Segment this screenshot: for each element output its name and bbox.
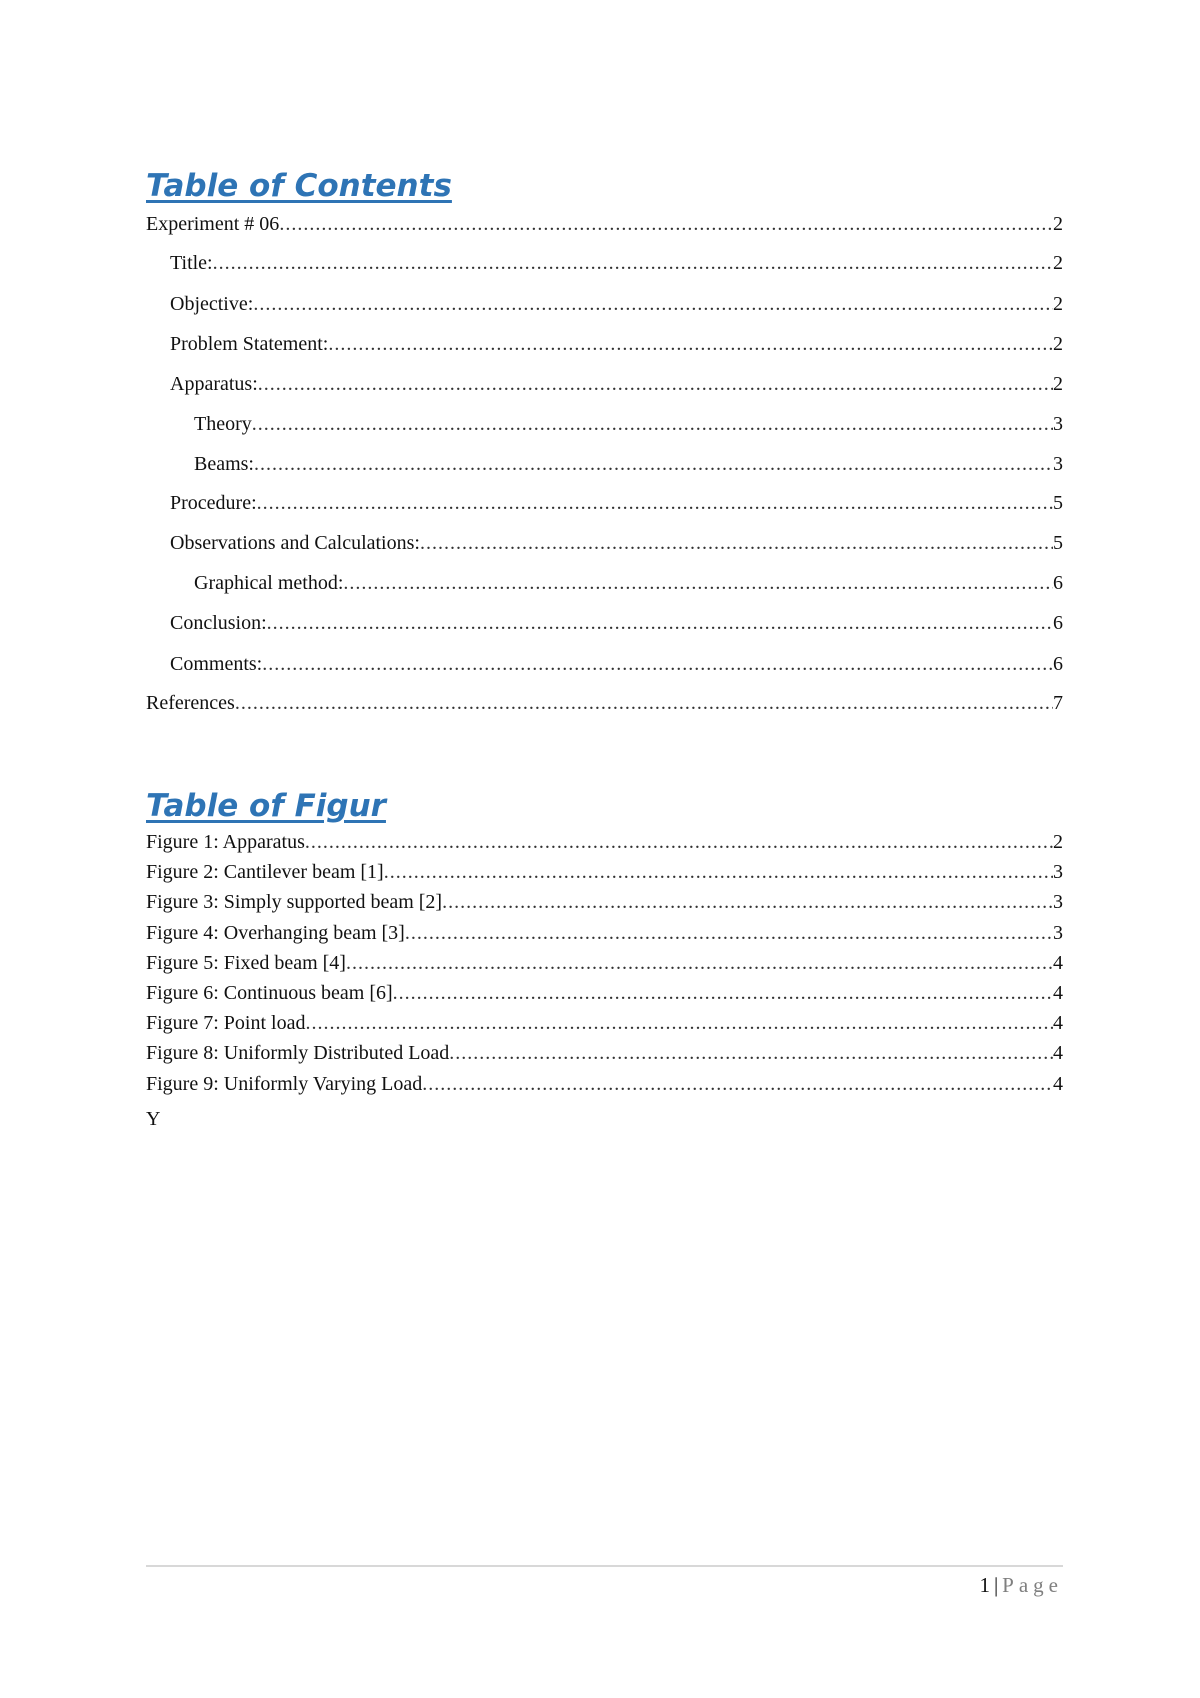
tof-entry[interactable] <box>146 981 1063 1005</box>
dot-leader <box>262 652 1053 676</box>
dot-leader <box>384 860 1053 884</box>
dot-leader <box>252 412 1053 436</box>
entry-label: Problem Statement: <box>170 333 329 355</box>
entry-label: Figure 4: Overhanging beam [3] <box>146 921 405 944</box>
entry-label: Procedure: <box>170 492 257 514</box>
entry-page: 5 <box>1053 532 1063 554</box>
toc-entry[interactable] <box>170 292 1063 316</box>
entry-label: Experiment # 06 <box>146 213 280 235</box>
dot-leader <box>328 332 1053 356</box>
entry-page: 2 <box>1053 293 1063 315</box>
dot-leader <box>442 890 1053 914</box>
entry-label: Figure 8: Uniformly Distributed Load <box>146 1042 450 1065</box>
entry-page: 2 <box>1053 831 1063 853</box>
dot-leader <box>305 830 1053 854</box>
entry-label: Apparatus: <box>170 373 258 395</box>
entry-page: 2 <box>1053 373 1063 395</box>
toc-entry[interactable] <box>170 251 1063 275</box>
tof-entry[interactable] <box>146 890 1063 914</box>
entry-page: 6 <box>1053 612 1063 634</box>
dot-leader <box>267 611 1053 635</box>
entry-label: Title: <box>170 252 213 274</box>
entry-label: Figure 5: Fixed beam [4] <box>146 951 346 974</box>
entry-page: 6 <box>1053 572 1063 594</box>
entry-label: Objective: <box>170 293 254 315</box>
toc-heading: Table of Contents <box>146 168 452 204</box>
toc-entry[interactable] <box>170 372 1063 396</box>
dot-leader <box>405 921 1053 945</box>
tof-entry[interactable] <box>146 1011 1063 1035</box>
entry-page: 5 <box>1053 492 1063 514</box>
dot-leader <box>235 691 1053 715</box>
footer-separator: | <box>993 1573 999 1597</box>
dot-leader <box>343 571 1053 595</box>
tof-entry[interactable] <box>146 830 1063 854</box>
page-number: 1 <box>979 1573 990 1597</box>
entry-page: 3 <box>1053 891 1063 914</box>
entry-label: Figure 1: Apparatus <box>146 831 305 853</box>
footer-divider <box>146 1565 1063 1567</box>
entry-page: 4 <box>1053 982 1063 1004</box>
dot-leader <box>253 292 1053 316</box>
page-footer <box>979 1573 1063 1598</box>
entry-page: 3 <box>1053 861 1063 884</box>
tof-entry[interactable] <box>146 921 1063 945</box>
toc-entry[interactable] <box>170 491 1063 515</box>
toc-entry[interactable] <box>194 452 1063 476</box>
dot-leader <box>279 212 1053 236</box>
dot-leader <box>393 981 1053 1005</box>
dot-leader <box>213 251 1053 275</box>
entry-label: Figure 7: Point load <box>146 1012 306 1035</box>
entry-label: Figure 2: Cantilever beam [1] <box>146 861 384 884</box>
toc-entry[interactable] <box>146 691 1063 715</box>
entry-page: 4 <box>1053 951 1063 974</box>
entry-page: 2 <box>1053 213 1063 235</box>
entry-page: 4 <box>1053 1072 1063 1095</box>
entry-label: Figure 3: Simply supported beam [2] <box>146 891 443 914</box>
entry-page: 3 <box>1053 413 1063 435</box>
tof-entry[interactable] <box>146 1041 1063 1065</box>
toc-entry[interactable] <box>146 212 1063 236</box>
entry-label: References <box>146 692 235 714</box>
entry-label: Observations and Calculations: <box>170 532 420 554</box>
entry-label: Figure 6: Continuous beam [6] <box>146 982 393 1004</box>
dot-leader <box>254 452 1053 476</box>
entry-label: Graphical method: <box>194 572 344 594</box>
dot-leader <box>305 1011 1053 1035</box>
entry-page: 4 <box>1053 1012 1063 1035</box>
toc-entry[interactable] <box>170 652 1063 676</box>
entry-page: 4 <box>1053 1042 1063 1065</box>
dot-leader <box>346 951 1053 975</box>
tof-entry[interactable] <box>146 951 1063 975</box>
toc-entry[interactable] <box>194 412 1063 436</box>
page-word: Page <box>1002 1573 1063 1597</box>
toc-entry[interactable] <box>194 571 1063 595</box>
entry-page: 6 <box>1053 653 1063 675</box>
entry-label: Comments: <box>170 653 263 675</box>
tof-entry[interactable] <box>146 1072 1063 1096</box>
toc-entry[interactable] <box>170 332 1063 356</box>
entry-page: 2 <box>1053 333 1063 355</box>
dot-leader <box>420 531 1053 555</box>
entry-page: 2 <box>1053 252 1063 274</box>
entry-label: Conclusion: <box>170 612 267 634</box>
dot-leader <box>449 1041 1053 1065</box>
toc-entry[interactable] <box>170 611 1063 635</box>
entry-label: Beams: <box>194 453 254 475</box>
dot-leader <box>257 491 1053 515</box>
tof-entry[interactable] <box>146 860 1063 884</box>
entry-label: Figure 9: Uniformly Varying Load <box>146 1072 423 1095</box>
entry-page: 7 <box>1053 692 1063 714</box>
entry-page: 3 <box>1053 921 1063 944</box>
entry-label: Theory <box>194 413 252 435</box>
toc-entry[interactable] <box>170 531 1063 555</box>
stray-text: Y <box>146 1108 161 1130</box>
entry-page: 3 <box>1053 453 1063 475</box>
dot-leader <box>258 372 1053 396</box>
figures-heading: Table of Figur <box>146 788 386 824</box>
dot-leader <box>422 1072 1053 1096</box>
